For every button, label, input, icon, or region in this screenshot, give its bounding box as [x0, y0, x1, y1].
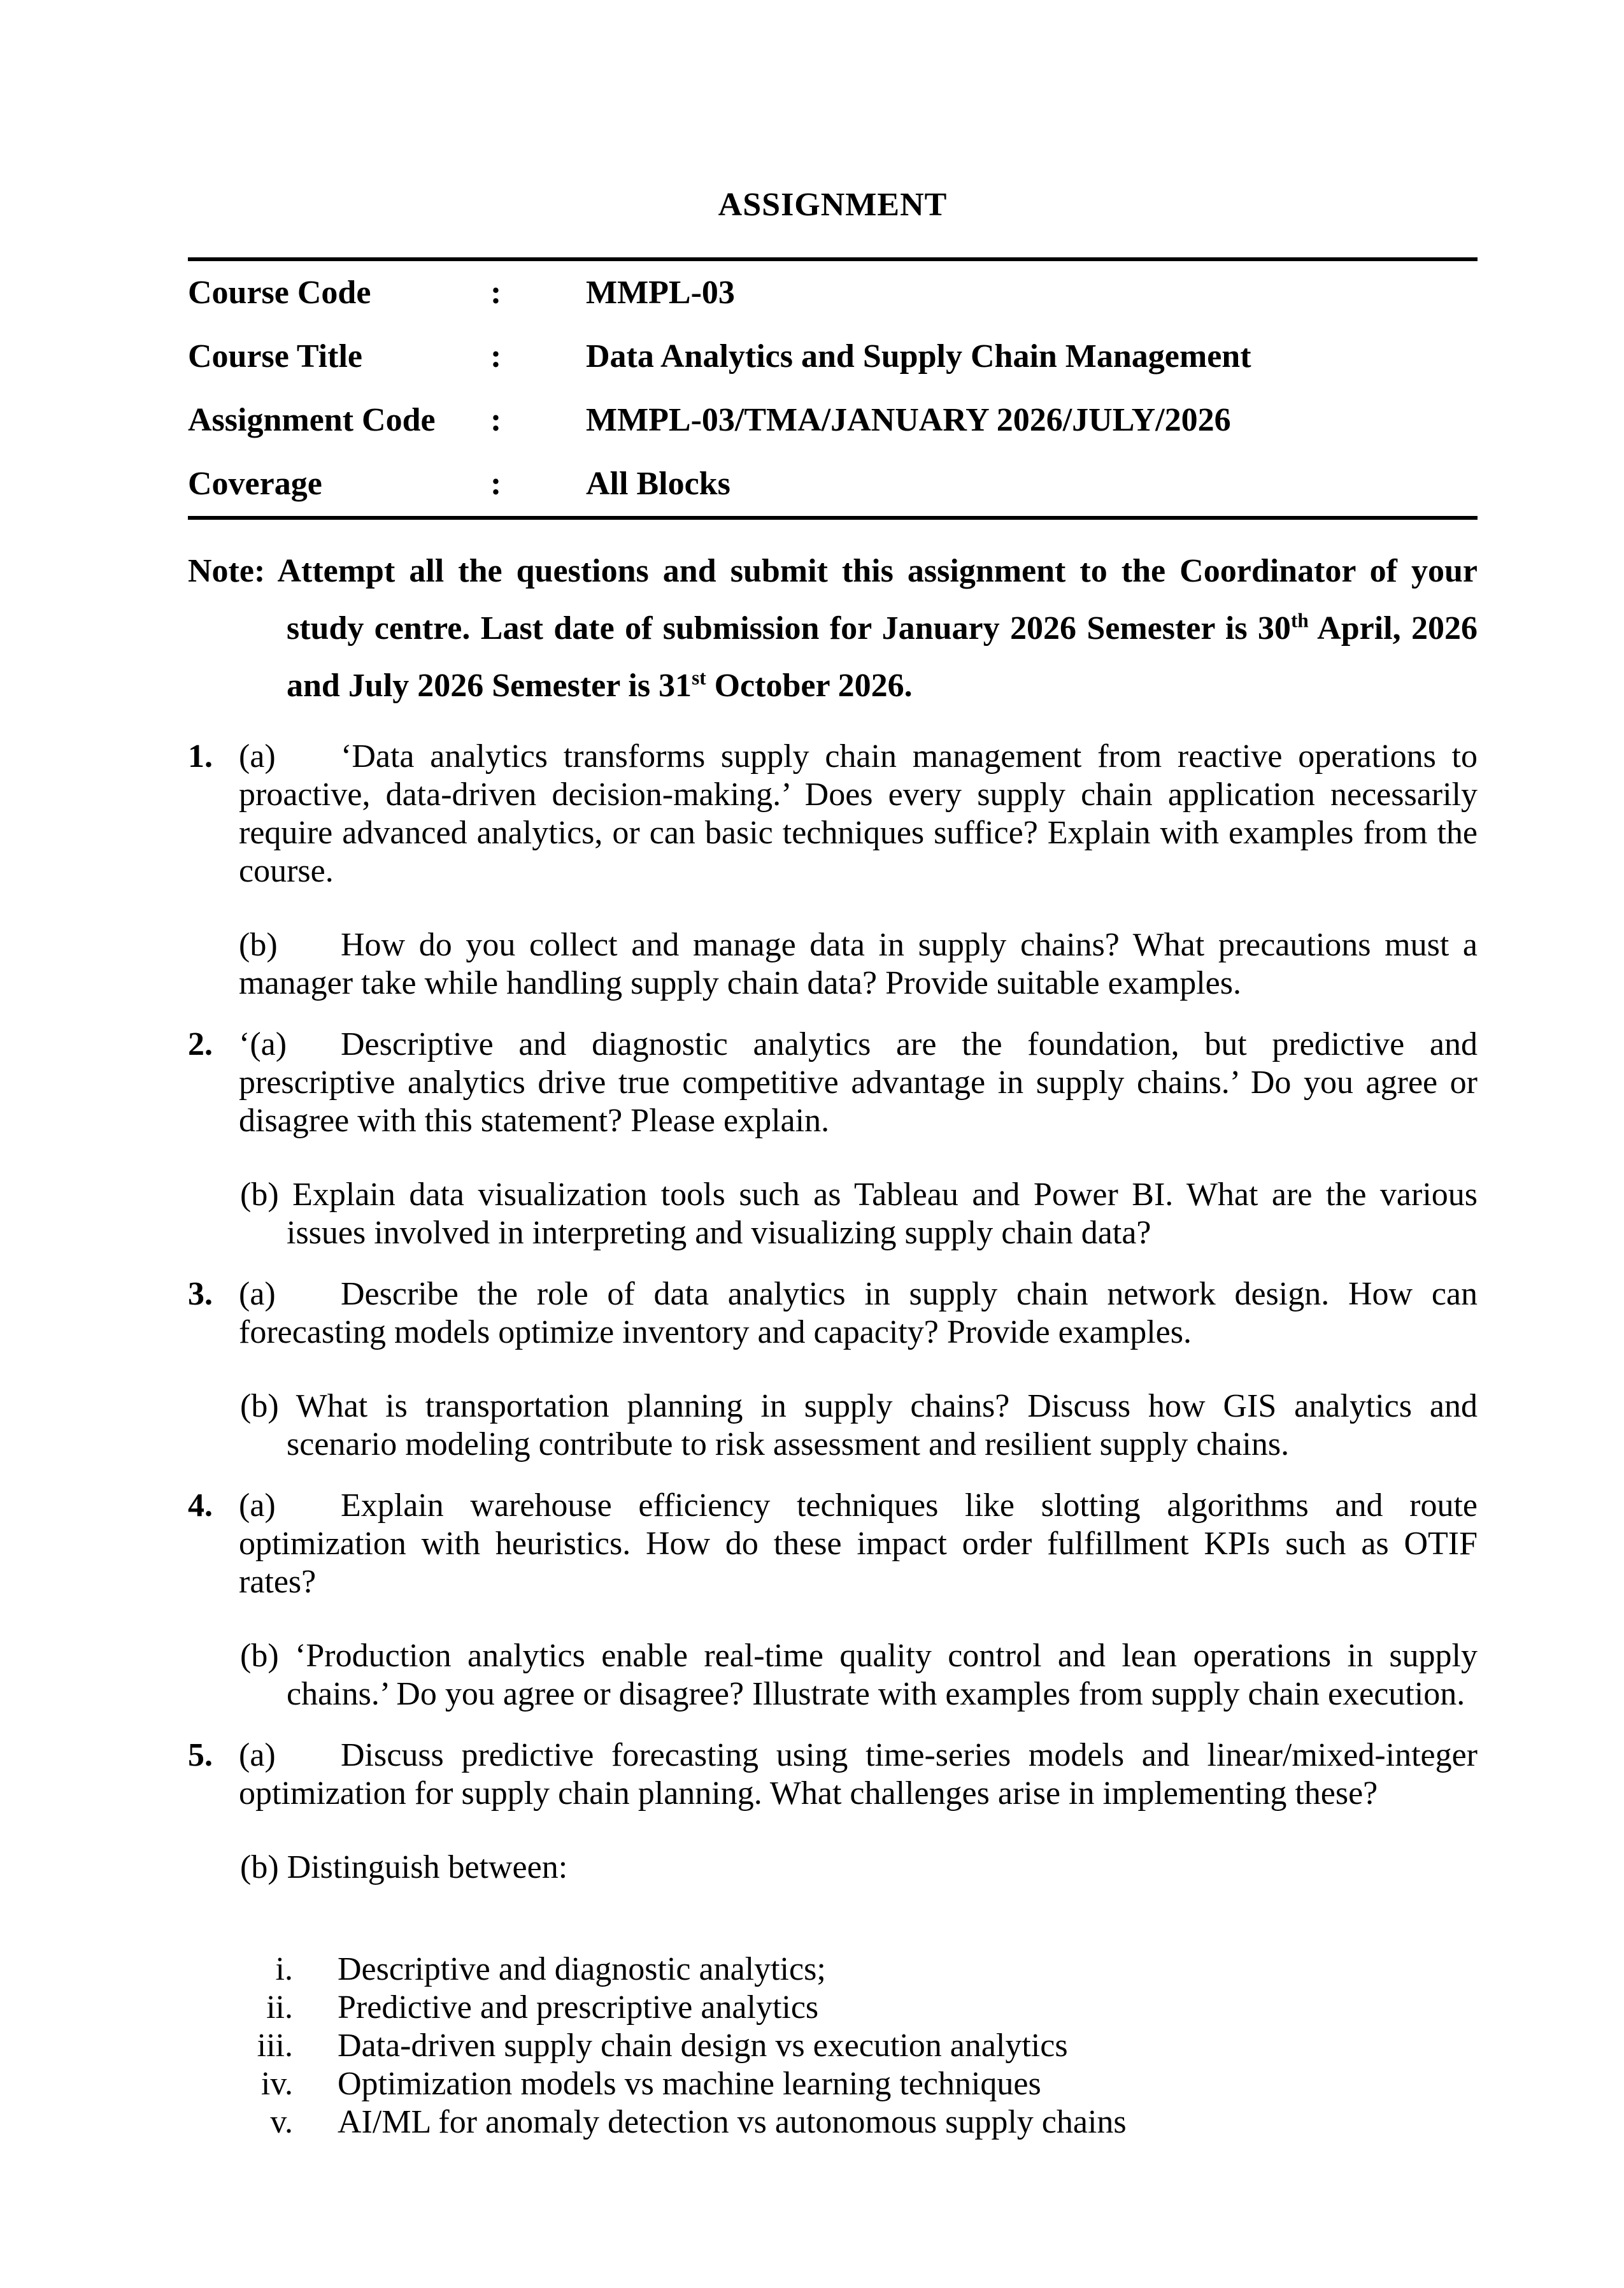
header-row-colon: : [490, 338, 502, 375]
question-5-part-a [188, 1736, 1478, 1813]
part-text: How do you collect and manage data in supply chains? What precautions must a manager take while handling supply chain data? Provide suitable examples. [239, 927, 1478, 1001]
question-1-part-a [188, 738, 1478, 890]
question-3 [188, 1275, 1478, 1464]
list-item [260, 2065, 1478, 2103]
question-2-part-b [240, 1176, 1478, 1252]
list-item [275, 1950, 1478, 1989]
question-number: 4. [188, 1487, 213, 1524]
sublist-numeral: v. [270, 2104, 293, 2140]
sublist-numeral: iii. [257, 2027, 293, 2064]
note-superscript-st: st [692, 666, 706, 689]
question-number: 2. [188, 1026, 213, 1062]
part-label: (a) [239, 738, 276, 775]
document-title: ASSIGNMENT [718, 187, 948, 223]
question-1-part-b [239, 926, 1478, 1003]
note-line-3 [287, 657, 1478, 715]
question-1 [188, 738, 1478, 1003]
header-row-label: Coverage [188, 466, 322, 502]
part-text: ‘Production analytics enable real-time quality control and lean operations in supply chains.’ Do you agree or disagree? Illustrate with examples from supply chain execution. [287, 1638, 1478, 1712]
question-5 [188, 1736, 1478, 2141]
sublist-text: Data-driven supply chain design vs execution analytics [338, 2027, 1068, 2064]
part-text: Explain data visualization tools such as Tableau and Power BI. What are the various issues involved in interpreting and visualizing supply chain data? [287, 1176, 1478, 1251]
note-text: study centre. Last date of submission for January 2026 Semester is 30 [287, 610, 1291, 647]
part-text: Explain warehouse efficiency techniques like slotting algorithms and route optimization with heuristics. How do these impact order fulfillment KPIs such as OTIF rates? [239, 1487, 1478, 1600]
part-text: What is transportation planning in supply chains? Discuss how GIS analytics and scenario modeling contribute to risk assessment and resilient supply chains. [287, 1388, 1478, 1462]
part-label: (b) [240, 1638, 279, 1674]
question-4-part-b [240, 1637, 1478, 1713]
sublist-text: Optimization models vs machine learning techniques [338, 2066, 1041, 2102]
distinguish-sublist [257, 1950, 1478, 2141]
header-row-label: Assignment Code [188, 402, 436, 438]
part-text: ‘Data analytics transforms supply chain management from reactive operations to proactive, data-driven decision-making.’ Does every supply chain application necessarily require advanced analytics, or can basic techniques suffice? Explain with examples from the course. [239, 738, 1478, 889]
part-label: (a) [239, 1487, 276, 1524]
note-text: April, 2026 [1308, 610, 1478, 647]
header-row-label: Course Title [188, 338, 362, 375]
question-4 [188, 1487, 1478, 1713]
note-text: Note: Attempt all the questions and submit this assignment to the Coordinator of your [188, 553, 1478, 589]
question-2 [188, 1026, 1478, 1252]
note-superscript-th: th [1290, 609, 1309, 632]
note-text: and July 2026 Semester is 31 [287, 668, 692, 704]
header-row-course-code [188, 261, 1478, 325]
list-item [257, 2027, 1478, 2065]
sublist-numeral: iv. [260, 2066, 293, 2102]
header-row-value: MMPL-03/TMA/JANUARY 2026/JULY/2026 [586, 402, 1231, 438]
header-row-value: MMPL-03 [586, 275, 735, 311]
question-number: 1. [188, 738, 213, 775]
questions-section [188, 738, 1478, 2141]
list-item [270, 2103, 1478, 2141]
question-2-part-a [188, 1026, 1478, 1140]
part-text: Descriptive and diagnostic analytics are the foundation, but predictive and prescriptive analytics drive true competitive advantage in supply chains.’ Do you agree or disagree with this statement? Please explain. [239, 1026, 1478, 1139]
question-4-part-a [188, 1487, 1478, 1601]
header-row-label: Course Code [188, 275, 371, 311]
header-row-assignment-code [188, 389, 1478, 452]
part-label: ‘(a) [239, 1026, 287, 1062]
sublist-text: AI/ML for anomaly detection vs autonomous supply chains [338, 2104, 1127, 2140]
part-text: Describe the role of data analytics in supply chain network design. How can forecasting models optimize inventory and capacity? Provide examples. [239, 1276, 1478, 1350]
part-label: (b) [240, 1849, 279, 1885]
header-row-value: Data Analytics and Supply Chain Management [586, 338, 1251, 375]
header-row-course-title [188, 325, 1478, 389]
header-row-coverage [188, 452, 1478, 516]
question-3-part-a [188, 1275, 1478, 1352]
sublist-text: Descriptive and diagnostic analytics; [338, 1951, 826, 1987]
sublist-numeral: ii. [266, 1989, 293, 2026]
header-row-colon: : [490, 402, 502, 438]
question-number: 3. [188, 1276, 213, 1312]
question-number: 5. [188, 1737, 213, 1773]
part-text: Distinguish between: [287, 1849, 568, 1885]
note-text: October 2026. [706, 668, 913, 704]
note-line-2 [287, 600, 1478, 657]
note [188, 543, 1478, 715]
list-item [266, 1989, 1478, 2027]
sublist-numeral: i. [275, 1951, 293, 1987]
part-label: (a) [239, 1737, 276, 1773]
part-text: Discuss predictive forecasting using time-series models and linear/mixed-integer optimization for supply chain planning. What challenges arise in implementing these? [239, 1737, 1478, 1812]
part-label: (b) [239, 927, 278, 963]
note-line-1 [188, 543, 1478, 600]
part-label: (a) [239, 1276, 276, 1312]
header-row-colon: : [490, 466, 502, 502]
question-3-part-b [240, 1387, 1478, 1464]
part-label: (b) [240, 1176, 279, 1213]
sublist-text: Predictive and prescriptive analytics [338, 1989, 819, 2026]
question-5-part-b [240, 1848, 1478, 1887]
header-row-value: All Blocks [586, 466, 730, 502]
page [0, 186, 1624, 2288]
header-row-colon: : [490, 275, 502, 311]
header-table [188, 257, 1478, 520]
part-label: (b) [240, 1388, 279, 1424]
